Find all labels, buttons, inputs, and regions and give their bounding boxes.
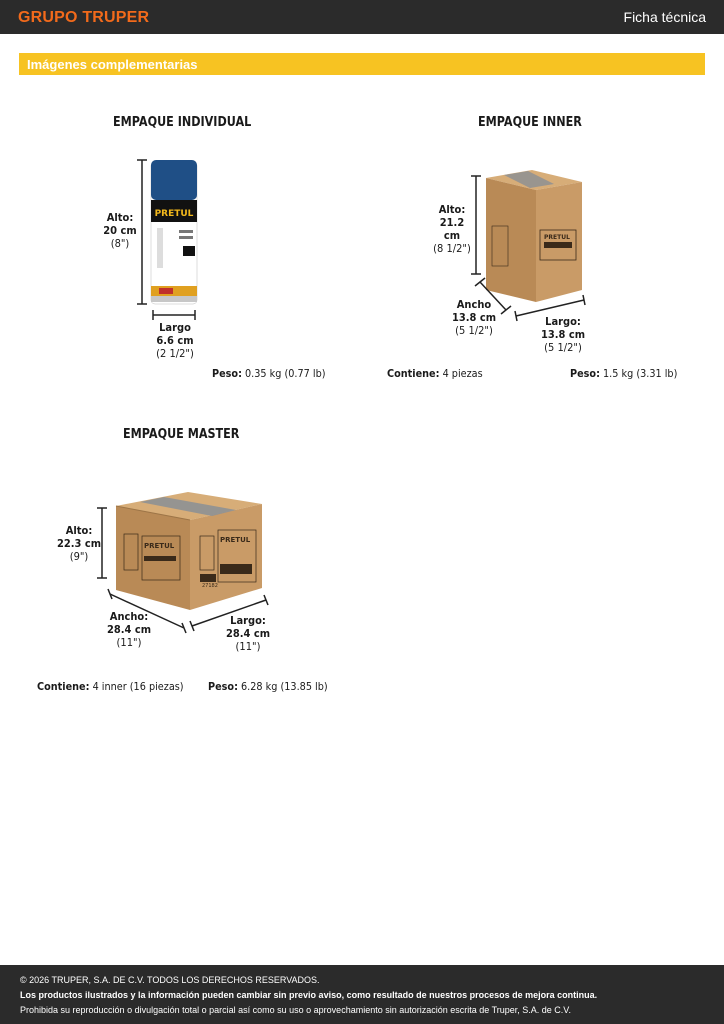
footer [0,965,724,1024]
inner-contiene [387,367,483,380]
inner-ancho [451,298,498,337]
peso-value: 1.5 kg (3.31 lb) [603,367,678,380]
master-box-brand-right: PRETUL [220,536,251,544]
ancho-metric: 28.4 cm [106,623,152,636]
peso-value: 0.35 kg (0.77 lb) [245,367,326,380]
alto-imperial: (9") [69,550,89,563]
individual-largo [151,321,200,360]
master-box-brand-left: PRETUL [144,542,175,550]
ancho-label: Ancho [456,298,492,311]
master-contiene [37,680,184,693]
master-peso [208,680,328,693]
inner-title: EMPAQUE INNER [478,115,582,130]
section-header [19,53,705,75]
largo-label: Largo [159,321,191,334]
contiene-value: 4 inner (16 piezas) [92,680,184,693]
inner-peso [570,367,677,380]
peso-label: Peso: [212,367,242,380]
alto-metric: 21.2 cm [439,216,465,242]
contiene-label: Contiene: [387,367,440,380]
master-alto [57,524,102,563]
individual-peso [212,367,326,380]
master-largo [224,614,273,653]
ancho-imperial: (11") [116,636,142,649]
largo-metric: 28.4 cm [225,627,271,640]
largo-metric: 6.6 cm [156,334,194,347]
peso-label: Peso: [570,367,600,380]
alto-metric: 20 cm [103,224,137,237]
top-bar [0,0,724,34]
spray-can-image [135,158,205,328]
largo-imperial: (2 1/2") [156,347,194,360]
document-type-label: Ficha técnica [623,9,706,25]
individual-title: EMPAQUE INDIVIDUAL [113,115,252,130]
largo-label: Largo: [230,614,266,627]
individual-alto [98,211,141,250]
largo-metric: 13.8 cm [540,328,586,341]
inner-largo [540,315,587,354]
can-brand-text: PRETUL [154,209,194,219]
largo-imperial: (11") [235,640,261,653]
peso-value: 6.28 kg (13.85 lb) [241,680,328,693]
master-box-image [96,490,296,630]
alto-label: Alto: [65,524,93,537]
peso-label: Peso: [208,680,238,693]
ancho-label: Ancho: [109,610,149,623]
footer-notice: Los productos ilustrados y la información pueden cambiar sin previo aviso, como resultado de nuestros procesos de mejora continua. [20,990,598,1000]
largo-label: Largo: [545,315,581,328]
footer-prohibition: Prohibida su reproducción o divulgación total o parcial así como su uso o aprovechamiento sin autorización escrita de Truper, S.A. de C.V. [20,1005,571,1015]
alto-label: Alto: [106,211,134,224]
alto-imperial: (8 1/2") [433,242,471,255]
inner-box-brand-text: PRETUL [544,234,570,241]
contiene-value: 4 piezas [442,367,483,380]
master-title: EMPAQUE MASTER [123,427,240,442]
alto-metric: 22.3 cm [56,537,102,550]
master-ancho [105,610,154,649]
inner-alto [430,203,473,255]
alto-imperial: (8") [110,237,130,250]
section-title: Imágenes complementarias [27,57,198,72]
ancho-metric: 13.8 cm [451,311,497,324]
master-box-code: 27182 [202,583,218,589]
footer-copyright: © 2026 TRUPER, S.A. DE C.V. TODOS LOS DERECHOS RESERVADOS. [20,975,320,985]
largo-imperial: (5 1/2") [544,341,582,354]
alto-label: Alto: [438,203,466,216]
contiene-label: Contiene: [37,680,90,693]
grupo-truper-logo: GRUPO TRUPER [18,9,150,26]
ancho-imperial: (5 1/2") [455,324,493,337]
